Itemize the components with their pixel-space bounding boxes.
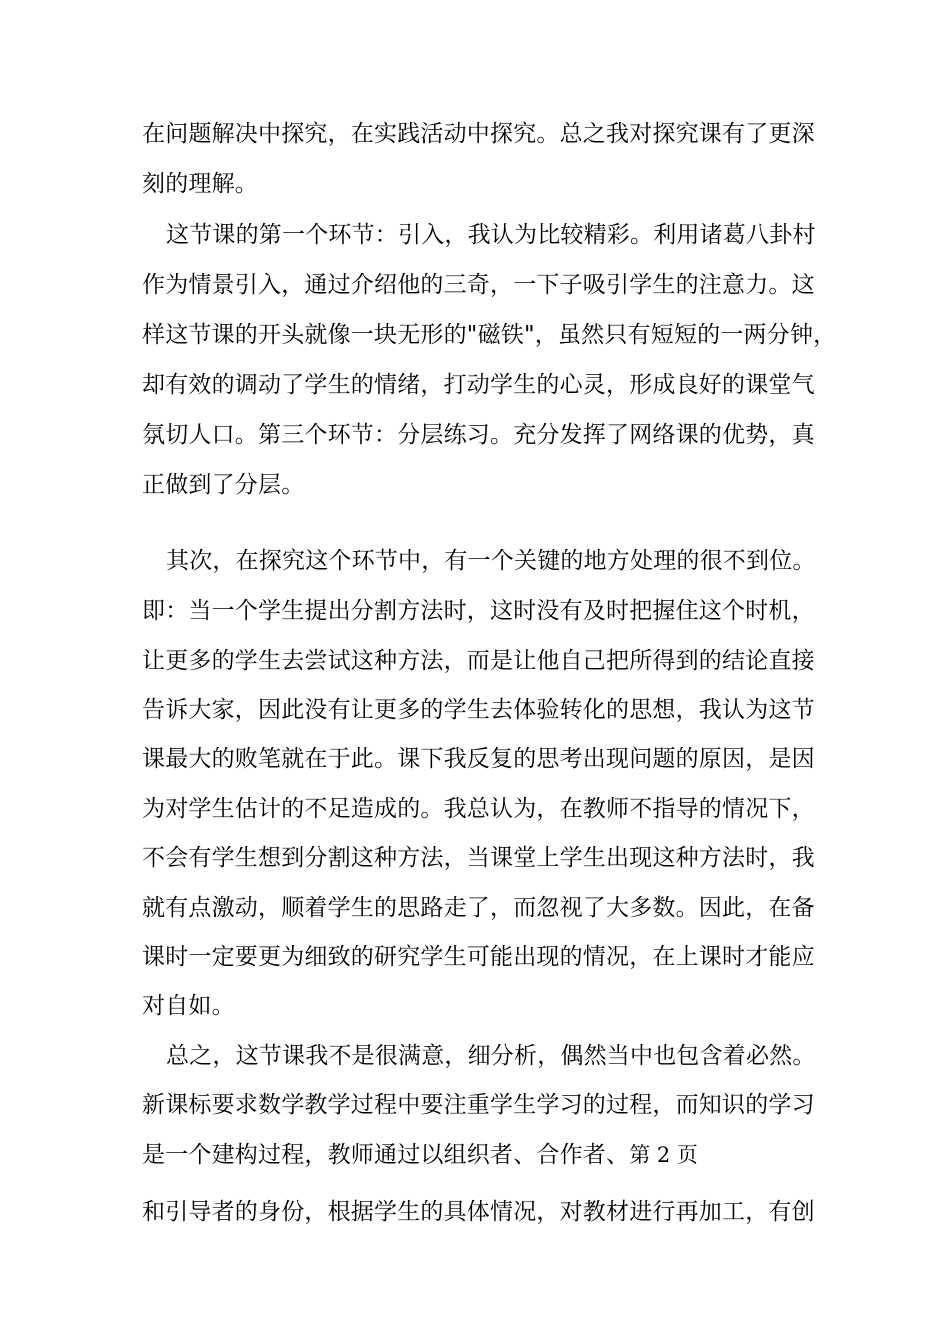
paragraph-line: 氛切人口。第三个环节：分层练习。充分发挥了网络课的优势，真 (142, 422, 815, 448)
paragraph-line: 为对学生估计的不足造成的。我总认为，在教师不指导的情况下， (142, 796, 815, 822)
paragraph-line: 课最大的败笔就在于此。课下我反复的思考出现问题的原因，是因 (142, 746, 815, 772)
paragraph-line: 这节课的第一个环节：引入，我认为比较精彩。利用诸葛八卦村 (166, 222, 816, 248)
paragraph-line: 总之，这节课我不是很满意，细分析，偶然当中也包含着必然。 (166, 1043, 816, 1069)
paragraph-line: 作为情景引入，通过介绍他的三奇，一下子吸引学生的注意力。这 (142, 272, 815, 298)
paragraph-line: 让更多的学生去尝试这种方法，而是让他自己把所得到的结论直接 (142, 648, 815, 674)
paragraph-line: 告诉大家，因此没有让更多的学生去体验转化的思想，我认为这节 (142, 697, 815, 723)
paragraph-line-text: 是一个建构过程，教师通过以组织者、合作者、 (142, 1142, 630, 1168)
paragraph-line: 课时一定要更为细致的研究学生可能出现的情况，在上课时才能应 (142, 944, 815, 970)
paragraph-line: 样这节课的开头就像一块无形的"磁铁"，虽然只有短短的一两分钟， (142, 322, 837, 348)
page-number: 第 2 页 (629, 1143, 698, 1167)
paragraph-line: 不会有学生想到分割这种方法，当课堂上学生出现这种方法时，我 (142, 845, 815, 871)
paragraph-line: 新课标要求数学教学过程中要注重学生学习的过程，而知识的学习 (142, 1092, 815, 1118)
paragraph-line: 就有点激动，顺着学生的思路走了，而忽视了大多数。因此，在备 (142, 895, 815, 921)
paragraph-line (142, 1140, 698, 1170)
paragraph-line: 对自如。 (142, 993, 235, 1019)
paragraph-line: 和引导者的身份，根据学生的具体情况，对教材进行再加工，有创 (142, 1199, 815, 1225)
paragraph-line: 刻的理解。 (142, 171, 258, 197)
paragraph-line: 其次，在探究这个环节中，有一个关键的地方处理的很不到位。 (166, 548, 816, 574)
paragraph-line: 在问题解决中探究，在实践活动中探究。总之我对探究课有了更深 (142, 121, 815, 147)
paragraph-line: 即：当一个学生提出分割方法时，这时没有及时把握住这个时机， (142, 598, 815, 624)
paragraph-line: 正做到了分层。 (142, 472, 305, 498)
paragraph-line: 却有效的调动了学生的情绪，打动学生的心灵，形成良好的课堂气 (142, 372, 815, 398)
